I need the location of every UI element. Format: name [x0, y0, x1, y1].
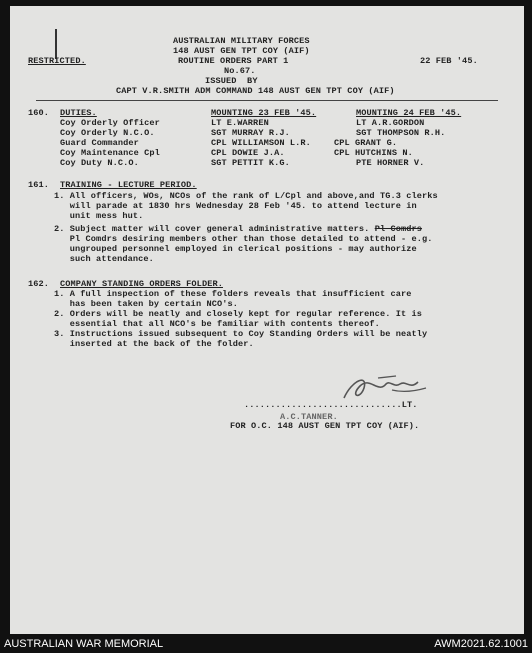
- training-title: TRAINING - LECTURE PERIOD.: [60, 180, 197, 190]
- duties-title: DUTIES.: [60, 108, 97, 118]
- training-para-line: such attendance.: [54, 254, 154, 264]
- standing-para-line: 3. Instructions issued subsequent to Coy Standing Orders will be neatly: [54, 329, 428, 339]
- header-line1: AUSTRALIAN MILITARY FORCES: [173, 36, 310, 46]
- issued-by-label: ISSUED BY: [205, 76, 258, 86]
- training-para-line: will parade at 1830 hrs Wednesday 28 Feb '45. to attend lecture in: [54, 201, 417, 211]
- training-para-line: Pl Comdrs desiring members other than those detailed to attend - e.g.: [54, 234, 433, 244]
- training-para-line: 1. All officers, WOs, NCOs of the rank of L/Cpl and above,and TG.3 clerks: [54, 191, 438, 201]
- restricted-label: RESTRICTED.: [28, 56, 86, 66]
- item-number-160: 160.: [28, 108, 50, 118]
- duty-23: CPL DOWIE J.A.: [211, 148, 285, 158]
- header-line2: 148 AUST GEN TPT COY (AIF): [173, 46, 310, 56]
- duty-role: Coy Orderly Officer: [60, 118, 160, 128]
- item-number-162: 162.: [28, 279, 50, 289]
- signatory-name: A.C.TANNER.: [280, 412, 338, 422]
- duty-role: Coy Duty N.C.O.: [60, 158, 139, 168]
- item-number-161: 161.: [28, 180, 50, 190]
- signature-line: ..............................LT.: [244, 400, 418, 410]
- standing-para-line: inserted at the back of the folder.: [54, 339, 254, 349]
- mounting-23-heading: MOUNTING 23 FEB '45.: [211, 108, 317, 118]
- duty-24: PTE HORNER V.: [356, 158, 425, 168]
- issuing-officer: CAPT V.R.SMITH ADM COMMAND 148 AUST GEN TPT COY (AIF): [116, 86, 395, 96]
- standing-para-line: has been taken by certain NCO's.: [54, 299, 238, 309]
- header-rule: [36, 100, 498, 101]
- duty-23: SGT MURRAY R.J.: [211, 128, 290, 138]
- duty-24: SGT THOMPSON R.H.: [356, 128, 446, 138]
- struck-text: Pl Comdrs: [374, 224, 423, 234]
- for-oc-line: FOR O.C. 148 AUST GEN TPT COY (AIF).: [230, 421, 420, 431]
- duty-24: LT A.R.GORDON: [356, 118, 425, 128]
- duty-role: Guard Commander: [60, 138, 139, 148]
- standing-para-line: 2. Orders will be neatly and closely kept for regular reference. It is: [54, 309, 422, 319]
- duty-23: LT E.WARREN: [211, 118, 269, 128]
- duty-24: CPL HUTCHINS N.: [334, 148, 413, 158]
- standing-para-line: 1. A full inspection of these folders reveals that insufficient care: [54, 289, 412, 299]
- mounting-24-heading: MOUNTING 24 FEB '45.: [356, 108, 462, 118]
- duty-23: CPL WILLIAMSON L.R.: [211, 138, 311, 148]
- duty-role: Coy Maintenance Cpl: [60, 148, 160, 158]
- staple-mark: [55, 29, 57, 59]
- training-para-text: 2. Subject matter will cover general administrative matters.: [54, 224, 375, 234]
- routine-orders-title: ROUTINE ORDERS PART 1: [178, 56, 289, 66]
- training-para-line: ungrouped personnel employed in clerical positions - may authorize: [54, 244, 417, 254]
- training-para-line: unit mess hut.: [54, 211, 144, 221]
- training-para-line: [54, 225, 422, 234]
- order-number: No.67.: [224, 66, 256, 76]
- standing-orders-title: COMPANY STANDING ORDERS FOLDER.: [60, 279, 223, 289]
- duty-23: SGT PETTIT K.G.: [211, 158, 290, 168]
- document-sheet: [10, 6, 524, 634]
- duty-24: CPL GRANT G.: [334, 138, 398, 148]
- footer-archive-name: AUSTRALIAN WAR MEMORIAL: [4, 638, 164, 650]
- standing-para-line: essential that all NCO's be familiar with contents thereof.: [54, 319, 380, 329]
- duty-role: Coy Orderly N.C.O.: [60, 128, 155, 138]
- order-date: 22 FEB '45.: [420, 56, 478, 66]
- footer-accession-number: AWM2021.62.1001: [434, 638, 528, 650]
